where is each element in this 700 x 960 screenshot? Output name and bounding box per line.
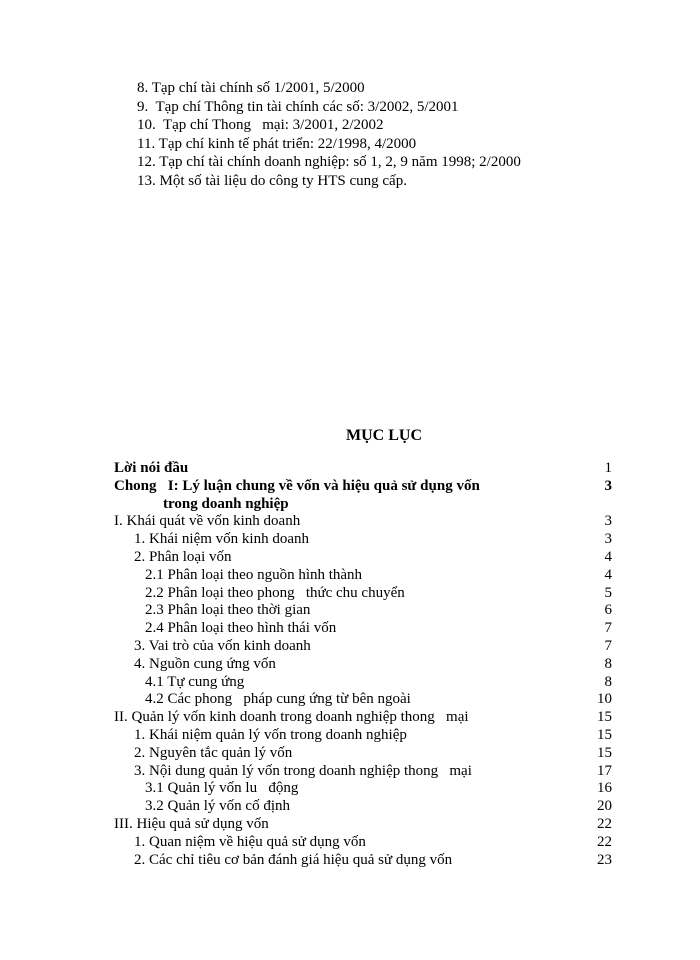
table-of-contents <box>0 460 700 869</box>
toc-entry-page: 22 <box>597 815 612 832</box>
toc-entry-page: 3 <box>604 531 612 548</box>
toc-entry <box>0 798 700 816</box>
toc-entry <box>0 513 700 531</box>
toc-entry-text: 1. Khái niệm quản lý vốn trong doanh nghiệp <box>134 726 407 743</box>
toc-entry-text: II. Quản lý vốn kinh doanh trong doanh nghiệp thong mại <box>114 709 469 726</box>
toc-entry-page: 5 <box>604 584 612 601</box>
toc-entry-page: 7 <box>604 637 612 654</box>
toc-entry-continuation <box>0 496 700 514</box>
toc-entry-text: 3. Nội dung quản lý vốn trong doanh nghiệp thong mại <box>134 762 472 779</box>
toc-entry-text: 4.2 Các phong pháp cung ứng từ bên ngoài <box>145 691 411 708</box>
toc-entry-page: 23 <box>597 851 612 868</box>
toc-entry-text: 2. Phân loại vốn <box>134 548 232 565</box>
toc-entry-text: 2.3 Phân loại theo thời gian <box>145 602 311 619</box>
toc-entry-page: 3 <box>604 477 612 494</box>
toc-entry-text: 1. Quan niệm về hiệu quả sử dụng vốn <box>134 833 366 850</box>
toc-entry-page: 10 <box>597 691 612 708</box>
toc-entry-page: 6 <box>604 602 612 619</box>
references-list <box>137 79 521 190</box>
toc-entry-text: 2. Các chỉ tiêu cơ bản đánh giá hiệu quả sử dụng vốn <box>134 851 453 868</box>
toc-entry-text: 4.1 Tự cung ứng <box>145 673 245 690</box>
toc-entry-page: 8 <box>604 673 612 690</box>
toc-entry-page: 8 <box>604 655 612 672</box>
toc-entry-page: 7 <box>604 620 612 637</box>
toc-entry <box>0 709 700 727</box>
toc-entry-text: 2.2 Phân loại theo phong thức chu chuyển <box>145 584 405 601</box>
reference-item: 10. Tạp chí Thong mại: 3/2001, 2/2002 <box>137 117 384 133</box>
toc-entry-text: I. Khái quát về vốn kinh doanh <box>114 513 301 530</box>
toc-entry-text: 4. Nguồn cung ứng vốn <box>134 655 276 672</box>
reference-item: 8. Tạp chí tài chính số 1/2001, 5/2000 <box>137 80 365 96</box>
toc-entry <box>0 478 700 496</box>
toc-entry <box>0 816 700 834</box>
toc-entry-page: 17 <box>597 762 612 779</box>
toc-entry-page: 16 <box>597 780 612 797</box>
toc-entry <box>0 549 700 567</box>
toc-entry-page: 4 <box>604 548 612 565</box>
toc-entry-text: 3. Vai trò của vốn kinh doanh <box>134 637 311 654</box>
toc-entry-page: 15 <box>597 744 612 761</box>
toc-entry <box>0 585 700 603</box>
toc-entry <box>0 763 700 781</box>
toc-entry-text: 2.1 Phân loại theo nguồn hình thành <box>145 566 363 583</box>
toc-entry-page: 22 <box>597 833 612 850</box>
toc-entry <box>0 531 700 549</box>
toc-entry <box>0 834 700 852</box>
toc-entry-text: 3.1 Quản lý vốn lu động <box>145 780 299 797</box>
toc-entry <box>0 745 700 763</box>
toc-entry <box>0 691 700 709</box>
toc-entry <box>0 567 700 585</box>
toc-entry-text: trong doanh nghiệp <box>163 495 289 512</box>
toc-entry <box>0 727 700 745</box>
toc-title: MỤC LỤC <box>346 427 422 444</box>
toc-entry-page: 4 <box>604 566 612 583</box>
toc-entry <box>0 656 700 674</box>
toc-entry-text: Lời nói đầu <box>114 460 189 476</box>
toc-entry-text: 2.4 Phân loại theo hình thái vốn <box>145 620 337 637</box>
toc-entry-text: III. Hiệu quả sử dụng vốn <box>114 815 269 832</box>
toc-entry <box>0 620 700 638</box>
reference-item: 13. Một số tài liệu do công ty HTS cung cấp. <box>137 172 407 189</box>
toc-entry-page: 1 <box>604 460 612 476</box>
toc-entry <box>0 460 700 478</box>
toc-entry-text: Chong I: Lý luận chung về vốn và hiệu quả sử dụng vốn <box>114 477 480 494</box>
toc-entry-page: 3 <box>604 513 612 530</box>
toc-entry-page: 15 <box>597 709 612 726</box>
toc-entry <box>0 674 700 692</box>
toc-entry-text: 1. Khái niệm vốn kinh doanh <box>134 531 309 548</box>
toc-entry <box>0 638 700 656</box>
toc-entry-page: 15 <box>597 726 612 743</box>
reference-item: 9. Tạp chí Thông tin tài chính các số: 3/2002, 5/2001 <box>137 98 459 115</box>
toc-entry <box>0 602 700 620</box>
toc-entry <box>0 852 700 870</box>
toc-entry <box>0 780 700 798</box>
toc-entry-text: 2. Nguyên tắc quản lý vốn <box>134 744 293 761</box>
toc-entry-text: 3.2 Quản lý vốn cố định <box>145 798 290 815</box>
reference-item: 12. Tạp chí tài chính doanh nghiệp: số 1, 2, 9 năm 1998; 2/2000 <box>137 154 521 170</box>
reference-item: 11. Tạp chí kinh tế phát triển: 22/1998, 4/2000 <box>137 135 417 152</box>
toc-entry-page: 20 <box>597 798 612 815</box>
